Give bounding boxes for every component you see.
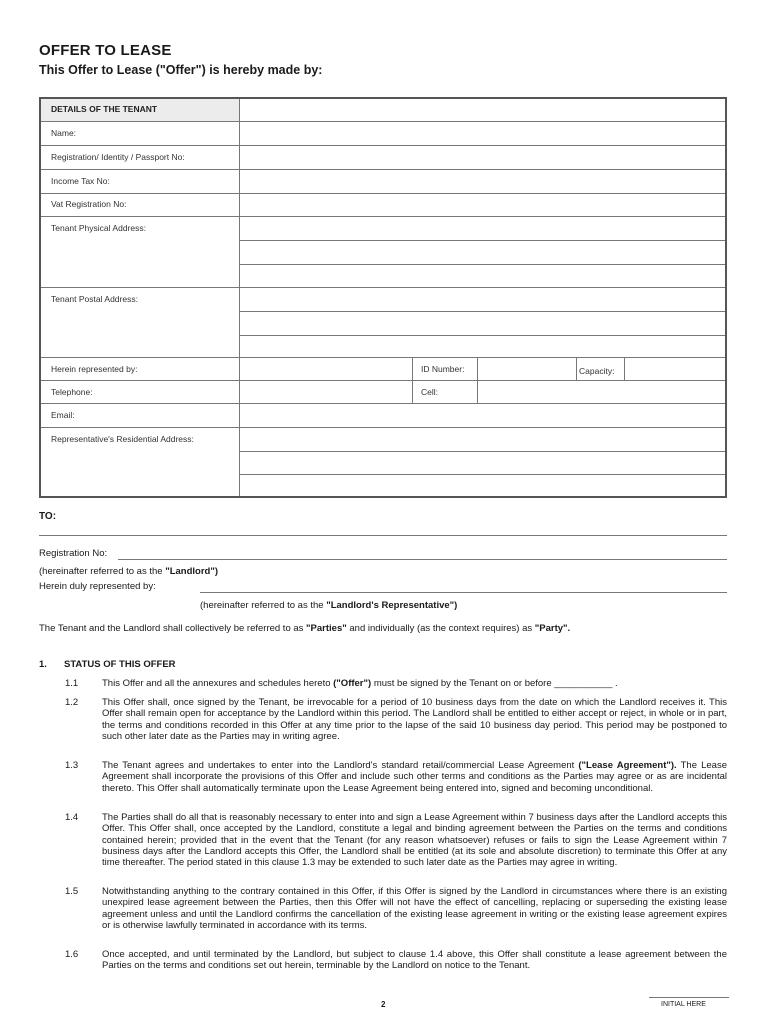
registration-no-label: Registration No:	[39, 548, 108, 559]
page-number: 2	[381, 1000, 386, 1009]
landlord-definition: (hereinafter referred to as the "Landlord")	[39, 566, 219, 577]
row-line	[239, 451, 725, 452]
clause-text: This Offer shall, once signed by the Tenant, be irrevocable for a period of 10 business days from the date on which the Landlord receives it. This Offer shall remain open for acceptance by the Landlord within this period. The Landlord shall be entitled to either accept or reject, in whole or in part, the terms and conditions recorded in this Offer at any time prior to the lapse of the said 10 business day period. This period may be postponed to such other later date as the Parties may in writing agree.	[102, 697, 727, 742]
row-line	[41, 193, 725, 194]
tenant-details-table	[39, 97, 727, 498]
clause-number: 1.2	[65, 697, 79, 708]
row-line	[41, 169, 725, 170]
section-number: 1.	[39, 659, 47, 670]
clause-number: 1.3	[65, 760, 79, 771]
row-line	[239, 311, 725, 312]
table-header-label: DETAILS OF THE TENANT	[51, 104, 158, 114]
capacity-divider	[576, 357, 577, 380]
name-label: Name:	[51, 128, 77, 138]
row-line	[41, 121, 725, 122]
clause-text: This Offer and all the annexures and schedules hereto ("Offer") must be signed by the Tenant on or before ___________ .	[102, 678, 618, 689]
clause-number: 1.6	[65, 949, 79, 960]
row-line	[41, 427, 725, 428]
row-line	[41, 403, 725, 404]
clause-text: The Parties shall do all that is reasonably necessary to enter into and sign a Lease Agreement within 7 business days after the Landlord accepts this Offer. This Offer shall, once accepted by the Landlord, constitute a legal and binding agreement between the Parties on the terms and conditions contained herein; provided that in the event that the Tenant (for any reason whatsoever) refuses or fails to sign the Lease Agreement within 7 business days after the Landlord accepts this Offer, the Landlord shall be entitled (at its sole and absolute discretion) to terminate this Offer at any time thereafter. The period stated in this clause 1.3 may be extended to such later date as the Parties may agree in writing.	[102, 812, 727, 869]
capacity-label: Capacity:	[579, 366, 615, 376]
to-label: TO:	[39, 511, 57, 522]
document-title: OFFER TO LEASE	[39, 42, 172, 59]
income-tax-label: Income Tax No:	[51, 176, 110, 186]
row-line	[41, 145, 725, 146]
represented-by-line	[200, 592, 727, 593]
row-line	[41, 380, 725, 381]
clause-number: 1.4	[65, 812, 79, 823]
parties-definition: The Tenant and the Landlord shall collectively be referred to as "Parties" and individually (as the context requires) as "Party".	[39, 623, 571, 634]
duly-represented-label: Herein duly represented by:	[39, 581, 156, 592]
row-line	[239, 264, 725, 265]
to-line	[39, 535, 727, 536]
row-line	[41, 287, 725, 288]
clause-text: Notwithstanding anything to the contrary contained in this Offer, if this Offer is signed by the Landlord in circumstances where there is an existing unexpired lease agreement between the Parties, then this Offer will not have the effect of cancelling, replacing or superseding the existing lease agreement unless and until the Landlord confirms the cancellation of the existing lease agreement in writing or the existing lease agreement expires or is otherwise lawfully terminated in accordance with its terms.	[102, 886, 727, 931]
landlord-rep-definition: (hereinafter referred to as the "Landlord's Representative")	[200, 600, 458, 611]
row-line	[41, 216, 725, 217]
email-label: Email:	[51, 410, 75, 420]
registration-no-line	[118, 559, 727, 560]
capacity-value-divider	[624, 357, 625, 380]
row-line	[41, 357, 725, 358]
telephone-label: Telephone:	[51, 387, 93, 397]
vat-label: Vat Registration No:	[51, 199, 127, 209]
cell-label: Cell:	[421, 387, 439, 397]
column-divider	[239, 99, 240, 496]
row-line	[239, 335, 725, 336]
document-subtitle: This Offer to Lease ("Offer") is hereby made by:	[39, 63, 323, 77]
initial-line	[649, 997, 729, 998]
physical-address-label: Tenant Physical Address:	[51, 223, 146, 233]
clause-number: 1.5	[65, 886, 79, 897]
id-number-label: ID Number:	[421, 364, 465, 374]
section-title: STATUS OF THIS OFFER	[64, 659, 176, 670]
clause-number: 1.1	[65, 678, 79, 689]
postal-address-label: Tenant Postal Address:	[51, 294, 138, 304]
clause-text: The Tenant agrees and undertakes to enter into the Landlord's standard retail/commercial Lease Agreement ("Lease Agreement"). The Lease Agreement shall incorporate the provisions of this Offer and include such other terms and conditions as the Parties may agree or as are incidental thereto. This Offer shall automatically terminate upon the Lease Agreement being entered into, signed and becoming unconditional.	[102, 760, 727, 794]
initial-here-label: INITIAL HERE	[661, 1001, 706, 1008]
rep-address-label: Representative's Residential Address:	[51, 434, 194, 444]
represented-by-label: Herein represented by:	[51, 364, 138, 374]
registration-label: Registration/ Identity / Passport No:	[51, 152, 185, 162]
clause-text: Once accepted, and until terminated by the Landlord, but subject to clause 1.4 above, this Offer shall constitute a lease agreement between the Parties on the terms and conditions set out herein, terminable by the Landlord on notice to the Tenant.	[102, 949, 727, 972]
row-line	[239, 474, 725, 475]
row-line	[239, 240, 725, 241]
